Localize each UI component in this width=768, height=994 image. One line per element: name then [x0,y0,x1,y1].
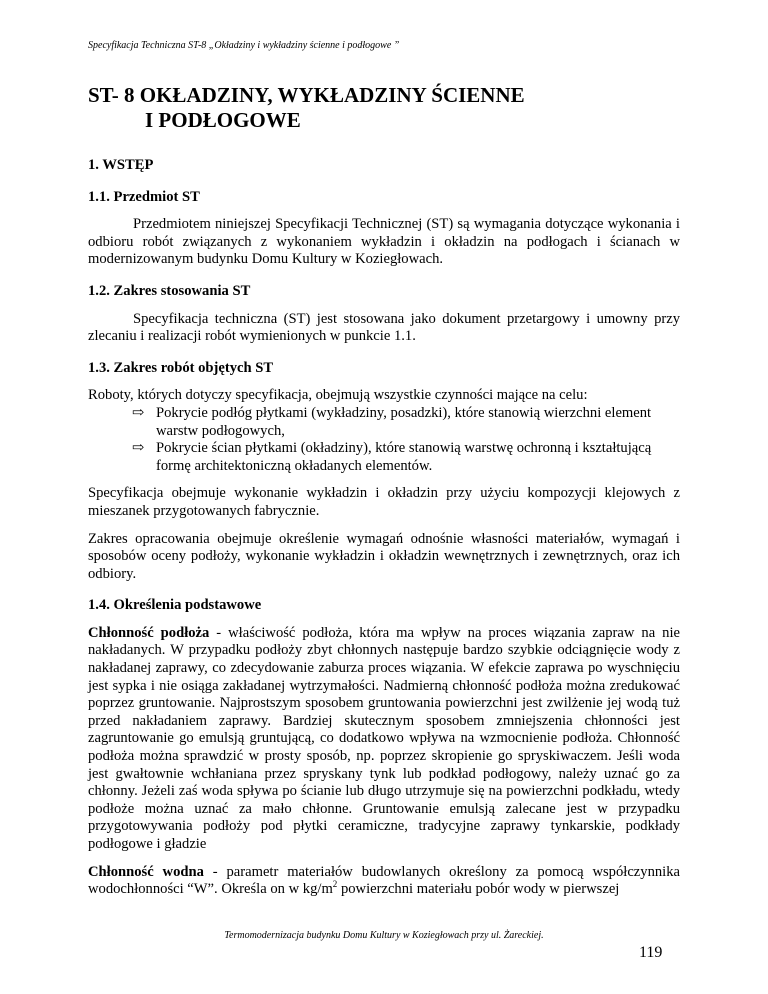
section-heading-1-4: 1.4. Określenia podstawowe [88,597,262,614]
term-water-absorbency: Chłonność wodna [88,863,204,880]
term-substrate-absorbency: Chłonność podłoża [88,624,210,641]
list-item [132,405,680,440]
paragraph-works-intro: Roboty, których dotyczy specyfikacja, obejmują wszystkie czynności mające na celu: [88,387,588,404]
definition-text: - właściwość podłoża, która ma wpływ na proces wiązania zapraw na nie nakładanych. W przypadku podłoży zbyt chłonnych następuje bardzo szybkie odciągnięcie wody z nakładanej zaprawy, co zdecydowanie zaburza proces wiązania. W efekcie zaprawa po wyschnięciu jest sypka i nie osiąga zakładanej wytrzymałości. Nadmierną chłonność podłoża można zredukować poprzez gruntowanie. Najprostszym sposobem gruntowania powierzchni jest zwilżenie jej wodą tuż przed nakładaniem zaprawy. Bardziej skutecznym sposobem zmniejszenia chłonności jest zagruntowanie go emulsją gruntującą, co dodatkowo wpływa na wzmocnienie podłoża. Chłonność podłoża można sprawdzić w prosty sposób, np. poprzez skropienie go spryskiwaczem. Jeśli woda jest gwałtownie wchłaniana przez spryskany tynk lub podkład podłogowy, należy uznać go za chłonny. Jeżeli zaś woda spływa po ścianie lub długo utrzymuje się na powierzchni podkładu, wtedy podłoże można uznać za mało chłonne. Gruntowanie emulsją zalecane jest w przypadku przygotowywania podłoży pod płytki ceramiczne, tradycyjne zaprawy tynkarskie, podkłady podłogowe i gładzie [88,624,680,852]
paragraph-subject: Przedmiotem niniejszej Specyfikacji Technicznej (ST) są wymagania dotyczące wykonania i odbioru robót związanych z wykonaniem wykładzin i okładzin na podłogach i ścianach w modernizowanym budynku Domu Kultury w Koziegłowach. [88,216,680,268]
title-line-2: I PODŁOGOWE [145,108,301,132]
definition-text-cont: powierzchni materiału pobór wody w pierwszej [337,881,620,898]
list-item-text: Pokrycie podłóg płytkami (wykładziny, posadzki), które stanowią wierzchni element warstw podłogowych, [156,404,652,439]
section-heading-1-1: 1.1. Przedmiot ST [88,188,200,205]
list-item-text: Pokrycie ścian płytkami (okładziny), które stanowią warstwę ochronną i kształtującą formę architektoniczną okładanych elementów. [156,440,652,474]
arrow-right-icon: ⇨ [132,440,145,457]
section-heading-1: 1. WSTĘP [88,157,154,173]
definition-text: - parametr materiałów budowlanych określony za pomocą współczynnika wodochłonności “W”. Określa on w kg/m [88,863,680,898]
definition-water-absorbency [88,864,680,899]
page-number: 119 [639,944,663,961]
running-header: Specyfikacja Techniczna ST-8 „Okładziny i wykładziny ścienne i podłogowe ” [88,40,400,51]
document-body [88,157,680,899]
arrow-right-icon: ⇨ [132,404,145,421]
section-heading-1-3: 1.3. Zakres robót objętych ST [88,359,274,376]
superscript: 2 [332,879,338,890]
page-footer: Termomodernizacja budynku Domu Kultury w Koziegłowach przy ul. Żareckiej. [224,930,544,941]
title-line-1: ST- 8 OKŁADZINY, WYKŁADZINY ŚCIENNE [88,83,525,107]
paragraph-adhesives: Specyfikacja obejmuje wykonanie wykładzin i okładzin przy użyciu kompozycji klejowych z mieszanek przygotowanych fabrycznie. [88,485,680,519]
works-list [88,405,680,475]
section-heading-1-2: 1.2. Zakres stosowania ST [88,282,251,299]
paragraph-elaboration-scope: Zakres opracowania obejmuje określenie wymagań odnośnie własności materiałów, wymagań i sposobów oceny podłoży, wykonanie wykładzin i okładzin wewnętrznych i zewnętrznych, oraz ich odbiory. [88,530,680,582]
paragraph-scope-of-use: Specyfikacja techniczna (ST) jest stosowana jako dokument przetargowy i umowny przy zlecaniu i realizacji robót wymienionych w punkcie 1.1. [88,310,680,345]
document-title [88,83,525,133]
list-item [132,440,680,475]
definition-substrate-absorbency [88,625,680,854]
